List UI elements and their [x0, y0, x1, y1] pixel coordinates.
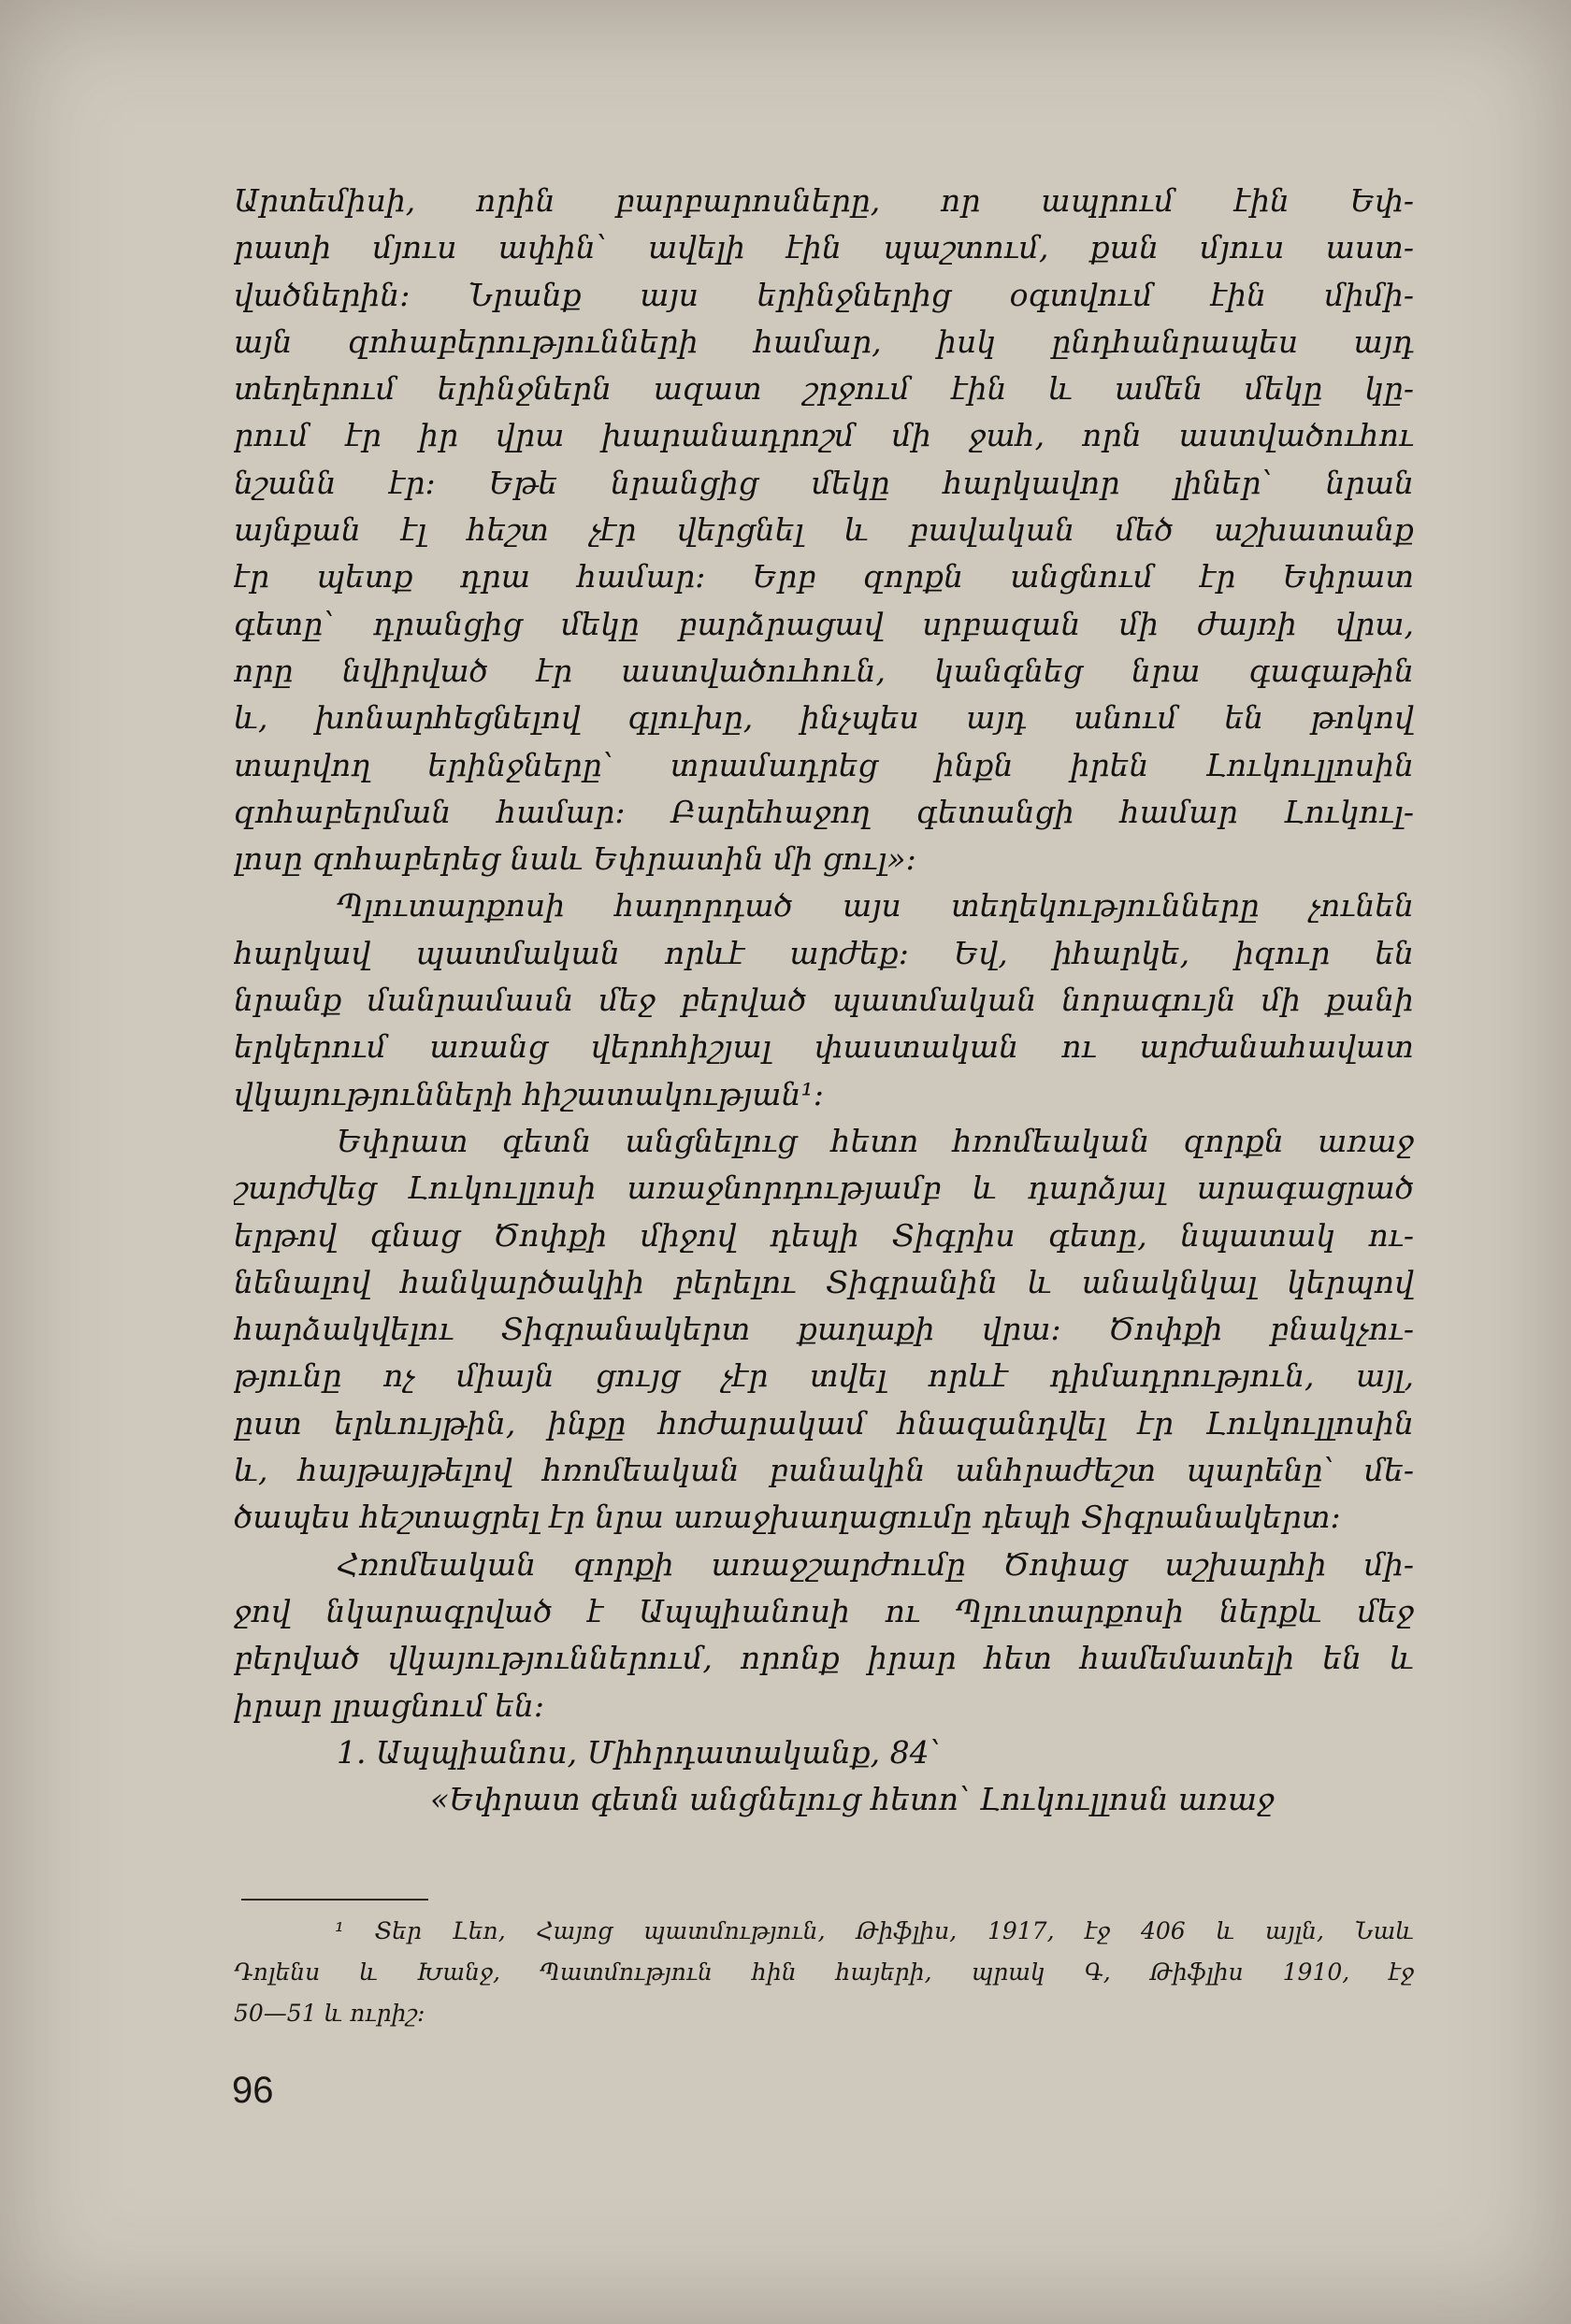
- body-text: [234, 178, 1414, 1823]
- text-line: հարկավ պատմական որևէ արժեք։ Եվ, իհարկե, իզուր են: [234, 934, 1414, 971]
- text-line: և, հայթայթելով հռոմեական բանակին անհրաժեշտ պարենը՝ մե-: [234, 1452, 1414, 1489]
- text-line: որը նվիրված էր աստվածուհուն, կանգնեց նրա գագաթին: [234, 652, 1414, 689]
- text-line: նշանն էր։ Եթե նրանցից մեկը հարկավոր լիներ՝ նրան: [234, 464, 1414, 501]
- text-line: իրար լրացնում են։: [234, 1686, 545, 1724]
- paragraph-start-line: Եփրատ գետն անցնելուց հետո հռոմեական զորքն առաջ: [337, 1122, 1414, 1159]
- text-line: այն զոհաբերությունների համար, իսկ ընդհանրապես այդ: [234, 323, 1414, 360]
- text-line: տեղերում երինջներն ազատ շրջում էին և ամեն մեկը կը-: [234, 370, 1414, 408]
- text-line: Արտեմիսի, որին բարբարոսները, որ ապրում էին Եփ-: [234, 182, 1414, 219]
- text-line: էր պետք դրա համար։ Երբ զորքն անցնում էր Եփրատ: [234, 558, 1414, 595]
- footnote-line: Դոլենս և Խանջ, Պատմություն հին հայերի, պրակ Գ, Թիֆլիս 1910, էջ: [234, 1958, 1414, 1986]
- text-line: նրանք մանրամասն մեջ բերված պատմական նորագույն մի քանի: [234, 982, 1414, 1019]
- footnotes: [234, 1911, 1414, 2034]
- paragraph-start-line: Պլուտարքոսի հաղորդած այս տեղեկությունները չունեն: [337, 887, 1414, 925]
- text-line: վածներին։ Նրանք այս երինջներից օգտվում էին միմի-: [234, 276, 1414, 313]
- text-line: բերված վկայություններում, որոնք իրար հետ համեմատելի են և: [234, 1640, 1414, 1677]
- text-line: րում էր իր վրա խարանադրոշմ մի ջահ, որն աստվածուհու: [234, 417, 1414, 454]
- text-line: րատի մյուս ափին՝ ավելի էին պաշտում, քան մյուս աստ-: [234, 229, 1414, 266]
- text-line: ծապես հեշտացրել էր նրա առաջխաղացումը դեպի Տիգրանակերտ։: [234, 1499, 1341, 1536]
- paragraph-start-line: Հռոմեական զորքի առաջշարժումը Ծոփաց աշխարհի մի-: [337, 1545, 1414, 1583]
- numbered-citation-heading: 1. Ապպիանոս, Միհրդատականք, 84՝: [337, 1733, 941, 1771]
- text-line: երկերում առանց վերոհիշյալ փաստական ու արժանահավատ: [234, 1028, 1414, 1066]
- footnote-line: ¹ Տեր Լեո, Հայոց պատմություն, Թիֆլիս, 1917, էջ 406 և այլն, Նաև: [335, 1917, 1414, 1944]
- text-line: թյունը ոչ միայն ցույց չէր տվել որևէ դիմադրություն, այլ,: [234, 1357, 1414, 1395]
- footnote-divider: [241, 1899, 428, 1901]
- quoted-text-line: «Եփրատ գետն անցնելուց հետո՝ Լուկուլլոսն առաջ: [430, 1781, 1275, 1818]
- text-line: հարձակվելու Տիգրանակերտ քաղաքի վրա։ Ծոփքի բնակչու-: [234, 1311, 1414, 1348]
- text-line: ջով նկարագրված է Ապպիանոսի ու Պլուտարքոսի ներքև մեջ: [234, 1592, 1414, 1629]
- text-line: նենալով հանկարծակիի բերելու Տիգրանին և անակնկալ կերպով: [234, 1263, 1414, 1300]
- text-line: այնքան էլ հեշտ չէր վերցնել և բավական մեծ աշխատանք: [234, 511, 1414, 549]
- text-line: երթով գնաց Ծոփքի միջով դեպի Տիգրիս գետը, նպատակ ու-: [234, 1216, 1414, 1254]
- text-line: տարվող երինջները՝ տրամադրեց ինքն իրեն Լուկուլլոսին: [234, 746, 1414, 783]
- text-line: վկայությունների հիշատակության¹։: [234, 1075, 824, 1112]
- page-number: 96: [232, 2070, 274, 2111]
- text-line: շարժվեց Լուկուլլոսի առաջնորդությամբ և դարձյալ արագացրած: [234, 1169, 1414, 1207]
- text-line: լոսը զոհաբերեց նաև Եփրատին մի ցուլ»։: [234, 840, 916, 878]
- text-line: և, խոնարհեցնելով գլուխը, ինչպես այդ անում են թոկով: [234, 699, 1414, 737]
- text-line: գետը՝ դրանցից մեկը բարձրացավ սրբազան մի ժայռի վրա,: [234, 605, 1414, 642]
- footnote-line: 50—51 և ուրիշ։: [234, 2000, 425, 2027]
- text-line: զոհաբերման համար։ Բարեհաջող գետանցի համար Լուկուլ-: [234, 793, 1414, 830]
- text-line: ըստ երևույթին, ինքը հոժարակամ հնազանդվել էր Լուկուլլոսին: [234, 1404, 1414, 1442]
